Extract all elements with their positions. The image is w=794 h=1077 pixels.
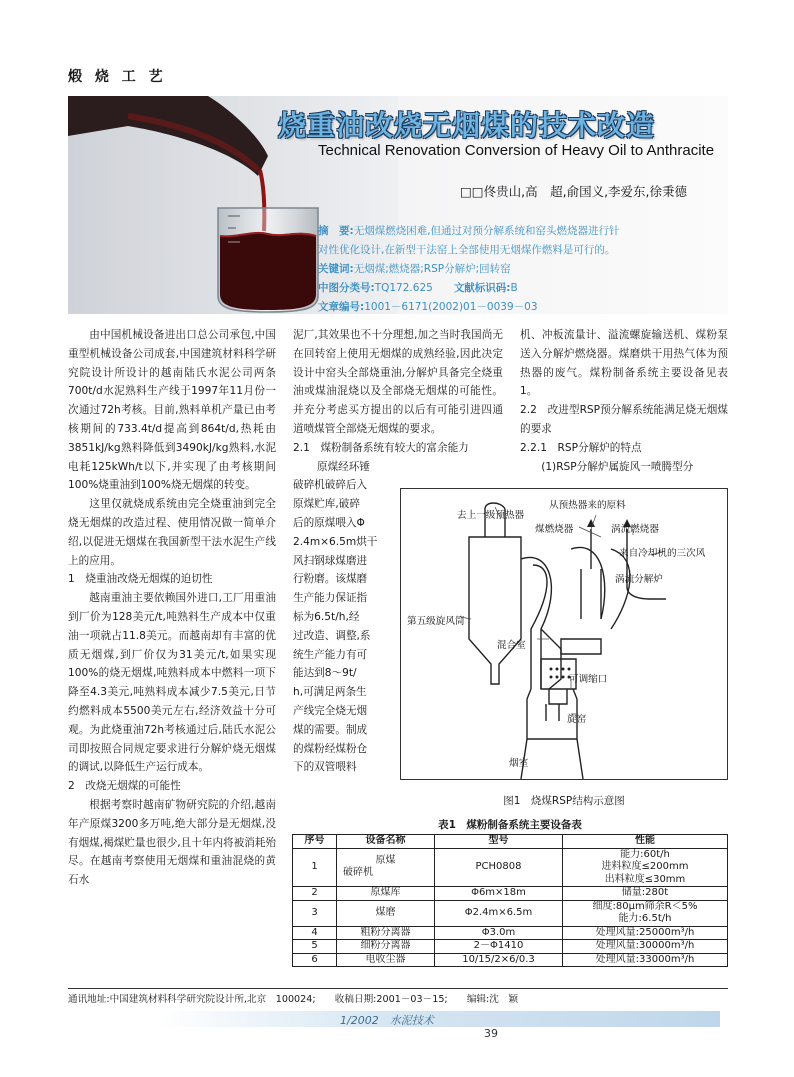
- cell-line: 出料粒度≤30mm: [604, 873, 686, 885]
- article-title-en: Technical Renovation Conversion of Heavy Oil to Anthracite: [318, 142, 715, 159]
- cell-performance: 处理风量:25000m³/h: [563, 926, 728, 940]
- table-row: [293, 887, 728, 901]
- wrapped-line: 破碎机破碎后入: [293, 479, 368, 492]
- paragraph: 机、冲板流量计、溢流螺旋输送机、煤粉泵送入分解炉燃烧器。煤磨烘干用热气体为预热器的废气。煤粉制备系统主要设备见表1。: [520, 329, 728, 398]
- keywords: 无烟煤;燃烧器;RSP分解炉;回转窑: [353, 263, 511, 275]
- article-no: 1001－6171(2002)01－0039－03: [364, 301, 538, 313]
- header-no: 序号: [293, 835, 337, 849]
- doc-code-label: 文献标识码:: [453, 282, 511, 294]
- paragraph: 根据考察时越南矿物研究院的介绍,越南年产原煤3200多万吨,绝大部分是无烟煤,没有烟煤,褐煤贮量也很少,且十年内将被消耗殆尽。在越南考察使用无烟煤和重油混烧的黄石水: [68, 798, 277, 887]
- abstract-line: 对性优化设计,在新型干法窑上全部使用无烟煤作燃料是可行的。: [318, 244, 616, 256]
- wrapped-line: 煤的需要。制成: [293, 723, 368, 736]
- footer-note: 通讯地址:中国建筑材料科学研究院设计所,北京 100024; 收稿日期:2001－03－15; 编辑:沈 颖: [68, 994, 519, 1005]
- label-smoke-chamber: 烟室: [509, 758, 529, 769]
- cell-name: 细粉分离器: [337, 940, 435, 954]
- section-heading: 2.2 改进型RSP预分解系统能满足烧无烟煤的要求: [520, 404, 728, 435]
- page-number: 39: [484, 1027, 498, 1040]
- cell-no: 2: [293, 887, 337, 901]
- cell-name: 电收尘器: [337, 953, 435, 967]
- cell-performance: 储量:280t: [563, 887, 728, 901]
- clc-label: 中图分类号:: [318, 282, 375, 294]
- label-to-preheater: 去上一级预热器: [457, 510, 525, 521]
- body-column-3: [520, 326, 728, 480]
- wrapped-line: h,可满足两条生: [293, 686, 367, 699]
- paragraph: 由中国机械设备进出口总公司承包,中国重型机械设备公司成套,中国建筑材料科学研究院设计所设计的越南陆氏水泥公司两条700t/d水泥熟料生产线于1997年11月份一次通过72h考核。目前,熟料单机产量已由考核期间的733.4t/d提高到864t/d,热耗由3851kJ/kg熟料降低到3490kJ/kg熟料,水泥电耗125kWh/t以下,并实现了由考核期间100%烧重油到100%烧无烟煤的转变。: [68, 329, 276, 492]
- article-authors: □□佟贵山,高 超,俞国义,李爱东,徐秉德: [460, 184, 688, 199]
- abstract-line: 无烟煤燃烧困难,但通过对预分解系统和窑头燃烧器进行针: [353, 225, 620, 237]
- wrapped-line: 下的双管喂料: [293, 761, 357, 774]
- cell-model: 2－Φ1410: [435, 940, 563, 954]
- wrapped-line: 行粉磨。该煤磨: [293, 573, 368, 586]
- table-row: [293, 900, 728, 926]
- wrapped-line: 过改造、调整,系: [293, 629, 371, 642]
- table-caption: 表1 煤粉制备系统主要设备表: [438, 819, 582, 831]
- wrapped-line: 风扫钢球煤磨进: [293, 554, 368, 567]
- wrapped-line: 生产能力保证指: [293, 592, 368, 605]
- paragraph: (1)RSP分解炉属旋风一喷腾型分: [541, 460, 694, 473]
- rsp-diagram: [400, 488, 728, 780]
- abstract-label: 摘 要:: [318, 225, 354, 237]
- cell-no: 5: [293, 940, 337, 954]
- section-heading: 2.1 煤粉制备系统有较大的富余能力: [293, 441, 469, 454]
- cell-model: 10/15/2×6/0.3: [435, 953, 563, 967]
- cell-line: 细度:80μm筛余R＜5%: [592, 900, 698, 912]
- label-stage5-cyclone: 第五级旋风筒: [407, 616, 465, 627]
- cell-performance: 处理风量:30000m³/h: [563, 940, 728, 954]
- table-row: [293, 940, 728, 954]
- label-kiln: 旋窑: [567, 714, 587, 725]
- footer-band: [160, 1011, 720, 1027]
- paragraph: 泥厂,其效果也不十分理想,加之当时我国尚无在回转窑上使用无烟煤的成熟经验,因此决定设计中窑头全部烧重油,分解炉具备完全烧重油或煤油混烧以及全部烧无烟煤的可能性。并充分考虑买方提出的以后有可能引进四通道喷煤管全部烧无烟煤的要求。: [293, 329, 503, 435]
- article-banner: [68, 96, 728, 314]
- article-title-cn: 烧重油改烧无烟煤的技术改造: [278, 109, 656, 142]
- cell-name: 煤磨: [337, 900, 435, 926]
- cell-model: Φ6m×18m: [435, 887, 563, 901]
- label-swirl-burner: 涡流燃烧器: [611, 524, 659, 535]
- cell-line: 破碎机: [343, 867, 373, 879]
- cell-no: 1: [293, 848, 337, 887]
- cell-no: 3: [293, 900, 337, 926]
- paragraph: 越南重油主要依赖国外进口,工厂用重油到厂价为128美元/t,吨熟料生产成本中仅重油一项就占11.8美元。而越南却有丰富的优质无烟煤,到厂价仅为31美元/t,如果实现100%的烧无烟煤,吨熟料成本中燃料一项下降至4.3美元,吨熟料成本减少7.5美元,日节约燃料成本5500美元左右,经济效益十分可观。为此烧重油72h考核通过后,陆氏水泥公司即按照合同规定要求进行分解炉烧无烟煤的调试,以降低生产运行成本。: [68, 592, 276, 774]
- wrapped-line: 统生产能力有可: [293, 648, 368, 661]
- journal-name: 1/2002 水泥技术: [340, 1014, 434, 1027]
- cell-no: 4: [293, 926, 337, 940]
- wrapped-paragraph: [293, 458, 378, 778]
- header-performance: 性能: [563, 835, 728, 849]
- article-no-label: 文章编号:: [318, 301, 365, 313]
- cell-no: 6: [293, 953, 337, 967]
- footer-rule: [68, 988, 728, 989]
- cell-line: 能力:6.5t/h: [618, 913, 672, 924]
- wrapped-line: 产线完全烧无烟: [293, 704, 368, 717]
- wrapped-line: 能达到8～9t/: [293, 667, 357, 680]
- wrapped-line: 2.4m×6.5m烘干: [293, 535, 378, 548]
- section-tag: 煅 烧 工 艺: [68, 69, 167, 85]
- cell-line: 进料粒度≤200mm: [601, 861, 689, 872]
- table-row: [293, 953, 728, 967]
- wrapped-line: 原煤贮库,破碎: [293, 498, 360, 511]
- cell-model: Φ3.0m: [435, 926, 563, 940]
- label-coal-burner: 煤燃烧器: [535, 524, 574, 535]
- wrapped-line: 的煤粉经煤粉仓: [293, 742, 368, 755]
- table-row: [293, 848, 728, 887]
- cell-line: 能力:60t/h: [620, 848, 670, 860]
- label-tertiary-air: 来自冷却机的三次风: [619, 548, 706, 559]
- figure-caption: 图1 烧煤RSP结构示意图: [503, 795, 625, 807]
- section-heading: 2.2.1 RSP分解炉的特点: [520, 441, 642, 454]
- equipment-table: [292, 834, 728, 967]
- wrapped-line: 原煤经环锤: [317, 460, 370, 473]
- table-header-row: [293, 835, 728, 849]
- wrapped-line: 后的原煤喂入Φ: [293, 516, 365, 529]
- cell-name: 原煤库: [337, 887, 435, 901]
- keywords-label: 关键词:: [318, 263, 354, 275]
- table-row: [293, 926, 728, 940]
- body-column-1: [68, 326, 276, 890]
- paragraph: 这里仅就烧成系统由完全烧重油到完全烧无烟煤的改造过程、使用情况做一简单介绍,以促进无烟煤在我国新型干法水泥生产线上的应用。: [68, 498, 276, 567]
- header-name: 设备名称: [337, 835, 435, 849]
- cell-name: [337, 848, 435, 887]
- cell-performance: [563, 848, 728, 887]
- cell-name: 粗粉分离器: [337, 926, 435, 940]
- label-swirl-calciner: 涡流分解炉: [615, 574, 663, 585]
- label-adjustable-throat: 可调缩口: [569, 674, 608, 685]
- cell-model: Φ2.4m×6.5m: [435, 900, 563, 926]
- wrapped-line: 标为6.5t/h,经: [293, 610, 360, 623]
- label-mixing-chamber: 混合室: [497, 640, 526, 651]
- doc-code: B: [510, 282, 518, 294]
- label-from-preheater: 从预热器来的原料: [549, 500, 626, 511]
- cell-line: 原煤: [375, 854, 396, 866]
- cell-model: PCH0808: [435, 848, 563, 887]
- clc-number: TQ172.625: [374, 282, 433, 294]
- section-heading: 1 烧重油改烧无烟煤的迫切性: [68, 573, 213, 586]
- section-heading: 2 改烧无烟煤的可能性: [68, 780, 181, 793]
- abstract-block: [318, 222, 728, 314]
- header-model: 型号: [435, 835, 563, 849]
- cell-performance: 处理风量:33000m³/h: [563, 953, 728, 967]
- cell-performance: [563, 900, 728, 926]
